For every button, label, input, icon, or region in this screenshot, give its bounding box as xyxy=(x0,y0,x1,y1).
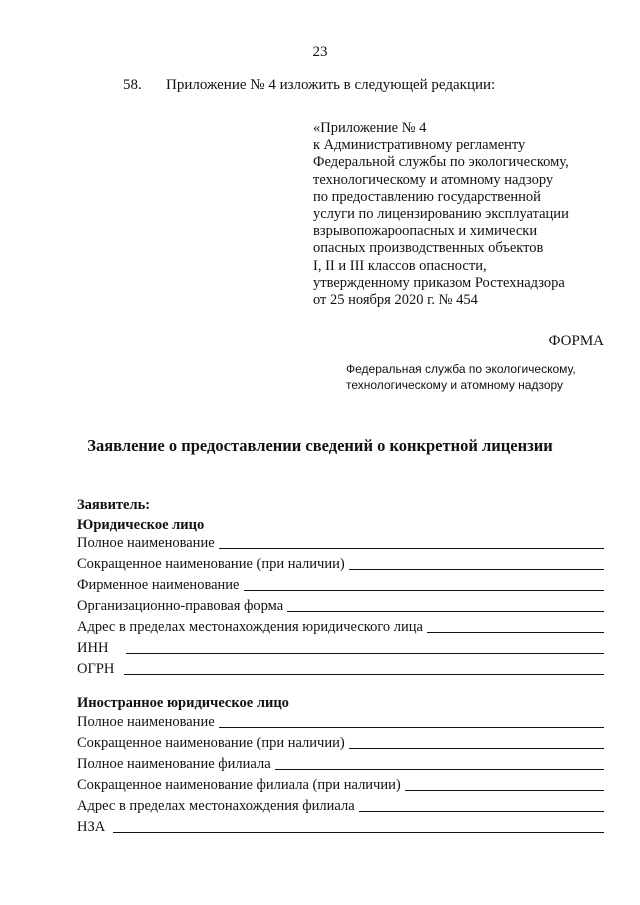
foreign-full-name-field[interactable] xyxy=(77,711,604,731)
branch-address-field[interactable] xyxy=(77,795,604,815)
fill-line[interactable] xyxy=(113,832,604,833)
agency-line: Федеральная служба по экологическому, xyxy=(346,362,576,376)
field-label: Адрес в пределах местонахождения юридического лица xyxy=(77,619,423,635)
applicant-heading: Заявитель: xyxy=(77,497,151,513)
appendix-line: I, II и III классов опасности, xyxy=(313,257,487,274)
legal-inn-field[interactable] xyxy=(77,637,604,657)
appendix-line: по предоставлению государственной xyxy=(313,188,541,205)
page-number: 23 xyxy=(312,44,328,60)
field-label: Полное наименование филиала xyxy=(77,756,271,772)
fill-line[interactable] xyxy=(427,632,604,633)
legal-ogrn-field[interactable] xyxy=(77,658,604,678)
appendix-line: Федеральной службы по экологическому, xyxy=(313,154,569,171)
fill-line[interactable] xyxy=(359,811,604,812)
foreign-entity-heading: Иностранное юридическое лицо xyxy=(77,695,289,711)
item-text: Приложение № 4 изложить в следующей редакции: xyxy=(166,77,496,93)
appendix-reference xyxy=(313,120,569,309)
legal-full-name-field[interactable] xyxy=(77,532,604,552)
field-label: Полное наименование xyxy=(77,714,215,730)
fill-line[interactable] xyxy=(405,790,604,791)
field-label: Организационно-правовая форма xyxy=(77,598,284,614)
document-title: Заявление о предоставлении сведений о конкретной лицензии xyxy=(87,436,553,455)
field-label: Фирменное наименование xyxy=(77,577,240,593)
field-label: Сокращенное наименование филиала (при наличии) xyxy=(77,777,401,793)
agency-line: технологическому и атомному надзору xyxy=(346,378,564,392)
nza-field[interactable] xyxy=(77,816,604,836)
fill-line[interactable] xyxy=(349,748,604,749)
appendix-line: от 25 ноября 2020 г. № 454 xyxy=(313,292,478,309)
legal-entity-heading: Юридическое лицо xyxy=(77,517,205,533)
item-number: 58. xyxy=(123,77,142,93)
field-label: Адрес в пределах местонахождения филиала xyxy=(77,798,355,814)
legal-form-field[interactable] xyxy=(77,595,604,615)
field-label: Сокращенное наименование (при наличии) xyxy=(77,735,345,751)
fill-line[interactable] xyxy=(275,769,604,770)
fill-line[interactable] xyxy=(244,590,605,591)
appendix-line: к Административному регламенту xyxy=(313,137,526,154)
fill-line[interactable] xyxy=(287,611,604,612)
fill-line[interactable] xyxy=(219,548,604,549)
fill-line[interactable] xyxy=(219,727,604,728)
legal-short-name-field[interactable] xyxy=(77,553,604,573)
fill-line[interactable] xyxy=(126,653,604,654)
field-label: Сокращенное наименование (при наличии) xyxy=(77,556,345,572)
foreign-short-name-field[interactable] xyxy=(77,732,604,752)
branch-full-name-field[interactable] xyxy=(77,753,604,773)
appendix-line: утвержденному приказом Ростехнадзора xyxy=(313,274,565,291)
form-label: ФОРМА xyxy=(548,333,604,349)
appendix-line: опасных производственных объектов xyxy=(313,240,544,257)
appendix-line: взрывопожароопасных и химически xyxy=(313,223,538,240)
fill-line[interactable] xyxy=(349,569,604,570)
field-label: ОГРН xyxy=(77,661,115,677)
appendix-line: услуги по лицензированию эксплуатации xyxy=(313,206,569,223)
field-label: ИНН xyxy=(77,640,109,656)
legal-brand-name-field[interactable] xyxy=(77,574,604,594)
field-label: НЗА xyxy=(77,819,106,835)
field-label: Полное наименование xyxy=(77,535,215,551)
fill-line[interactable] xyxy=(124,674,604,675)
branch-short-name-field[interactable] xyxy=(77,774,604,794)
legal-address-field[interactable] xyxy=(77,616,604,636)
agency-block xyxy=(346,361,576,393)
appendix-line: технологическому и атомному надзору xyxy=(313,171,554,188)
appendix-line: «Приложение № 4 xyxy=(313,120,427,136)
